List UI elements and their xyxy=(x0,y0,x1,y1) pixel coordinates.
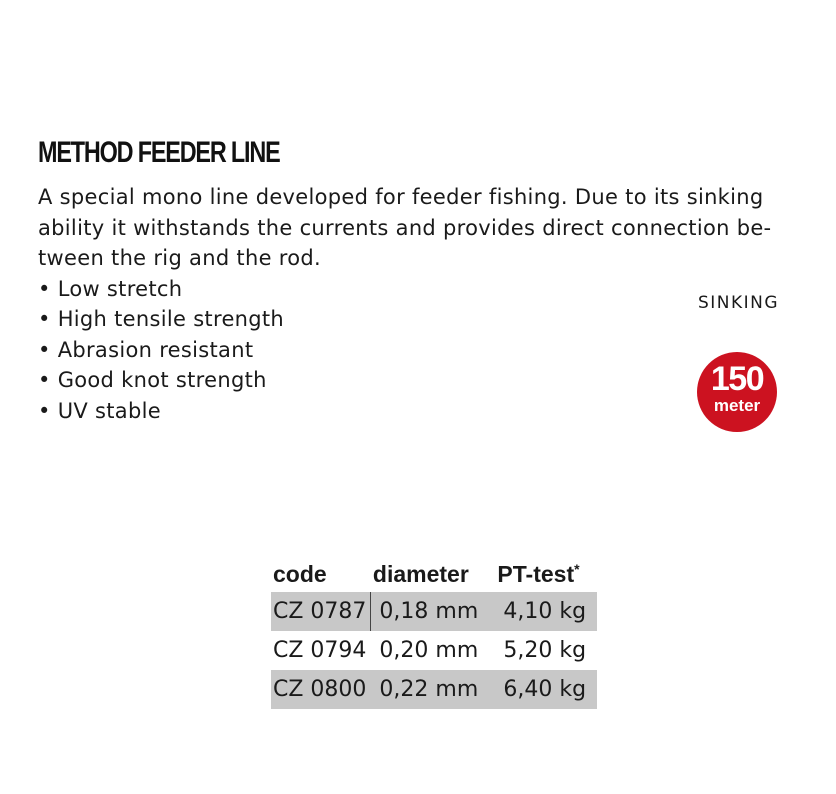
product-title: METHOD FEEDER LINE xyxy=(38,136,280,169)
sinking-label: SINKING xyxy=(698,293,780,313)
header-pt-test-label: PT-test xyxy=(497,560,575,587)
cell-diameter: 0,18 mm xyxy=(371,592,496,631)
feature-item: • Abrasion resistant xyxy=(38,335,818,366)
header-pt-test xyxy=(495,556,597,592)
length-value: 150 xyxy=(710,360,764,398)
cell-code: CZ 0800 xyxy=(271,670,371,709)
cell-pt-test: 4,10 kg xyxy=(495,592,597,631)
feature-item: • UV stable xyxy=(38,396,818,427)
header-pt-test-footnote-mark: * xyxy=(574,560,580,577)
feature-item: • Low stretch xyxy=(38,274,818,305)
length-unit: meter xyxy=(713,396,761,415)
spec-table-header xyxy=(271,556,597,592)
table-row xyxy=(271,592,597,631)
product-description: A special mono line developed for feeder fishing. Due to its sinking ability it withstands the currents and provides direct connection be-tween the rig and the rod. xyxy=(38,185,772,270)
feature-item: • High tensile strength xyxy=(38,304,818,335)
cell-code: CZ 0794 xyxy=(273,638,367,663)
feature-item: • Good knot strength xyxy=(38,365,818,396)
spec-table xyxy=(271,556,598,709)
cell-pt-test: 6,40 kg xyxy=(495,670,597,709)
header-diameter: diameter xyxy=(372,560,469,587)
header-code: code xyxy=(273,560,327,587)
table-row xyxy=(271,631,597,670)
cell-diameter: 0,20 mm xyxy=(379,638,479,663)
cell-pt-test: 5,20 kg xyxy=(503,638,587,663)
table-row xyxy=(271,670,597,709)
length-badge xyxy=(697,352,777,432)
cell-code: CZ 0787 xyxy=(271,592,371,631)
cell-diameter: 0,22 mm xyxy=(371,670,496,709)
